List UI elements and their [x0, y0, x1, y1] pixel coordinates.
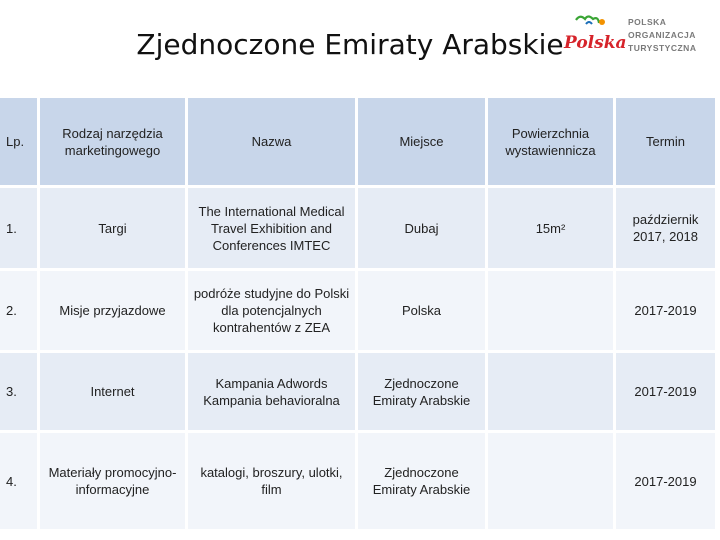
cell-lp: 4.: [0, 433, 40, 532]
cell-tool-type: Targi: [40, 188, 188, 271]
cell-tool-type: Internet: [40, 353, 188, 433]
table-row: [0, 353, 718, 433]
header-tool-type: Rodzaj narzędzia marketingowego: [40, 98, 188, 188]
header-lp: Lp.: [0, 98, 40, 188]
table-row: [0, 188, 718, 271]
marketing-table: [0, 98, 718, 532]
cell-exhibition-area: 15m²: [488, 188, 616, 271]
cell-date: 2017-2019: [616, 353, 718, 433]
cell-exhibition-area: [488, 433, 616, 532]
page-title: Zjednoczone Emiraty Arabskie: [136, 28, 564, 61]
org-line: TURYSTYCZNA: [628, 43, 697, 53]
cell-name: Kampania Adwords Kampania behavioralna: [188, 353, 358, 433]
cell-name: katalogi, broszury, ulotki, film: [188, 433, 358, 532]
cell-lp: 2.: [0, 271, 40, 353]
table-header-row: [0, 98, 718, 188]
header-name: Nazwa: [188, 98, 358, 188]
header-place: Miejsce: [358, 98, 488, 188]
cell-name: podróże studyjne do Polski dla potencjalnych kontrahentów z ZEA: [188, 271, 358, 353]
cell-place: Dubaj: [358, 188, 488, 271]
cell-exhibition-area: [488, 271, 616, 353]
org-line: ORGANIZACJA: [628, 30, 696, 40]
cell-exhibition-area: [488, 353, 616, 433]
cell-place: Polska: [358, 271, 488, 353]
cell-date: 2017-2019: [616, 271, 718, 353]
polska-logo-icon: [562, 14, 627, 64]
svg-text:Polska: Polska: [564, 33, 627, 53]
cell-name: The International Medical Travel Exhibition and Conferences IMTEC: [188, 188, 358, 271]
org-line: POLSKA: [628, 17, 667, 27]
cell-place: Zjednoczone Emiraty Arabskie: [358, 353, 488, 433]
cell-tool-type: Misje przyjazdowe: [40, 271, 188, 353]
cell-place: Zjednoczone Emiraty Arabskie: [358, 433, 488, 532]
cell-lp: 1.: [0, 188, 40, 271]
organization-name: [628, 16, 696, 55]
header-exhibition-area: Powierzchnia wystawiennicza: [488, 98, 616, 188]
cell-date: 2017-2019: [616, 433, 718, 532]
header-date: Termin: [616, 98, 718, 188]
cell-date: październik 2017, 2018: [616, 188, 718, 271]
cell-tool-type: Materiały promocyjno-informacyjne: [40, 433, 188, 532]
cell-lp: 3.: [0, 353, 40, 433]
polska-logo: [562, 14, 712, 64]
table-row: [0, 433, 718, 532]
table-row: [0, 271, 718, 353]
